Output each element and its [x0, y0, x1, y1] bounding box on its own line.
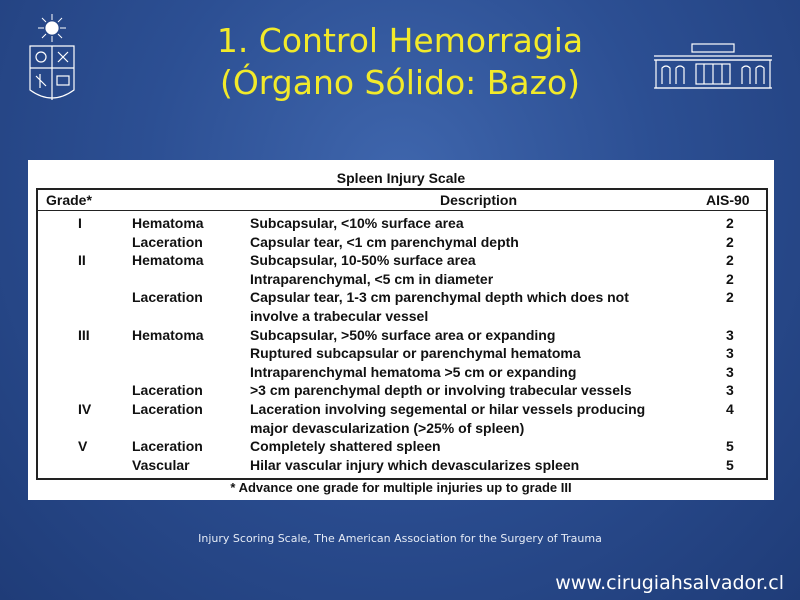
- table-frame: [36, 188, 768, 480]
- cell-grade: I: [78, 215, 82, 231]
- cell-grade: II: [78, 252, 86, 269]
- header-description: Description: [440, 192, 518, 208]
- spleen-injury-table: [28, 160, 774, 500]
- cell-desc: Subcapsular, <10% surface area: [250, 215, 464, 231]
- cell-type: Laceration: [132, 438, 203, 455]
- cell-ais: 2: [726, 270, 734, 287]
- cell-desc: Capsular tear, 1-3 cm parenchymal depth which does not: [250, 289, 629, 306]
- cell-type: Hematoma: [132, 252, 204, 269]
- source-citation: Injury Scoring Scale, The American Association for the Surgery of Trauma: [198, 532, 602, 545]
- cell-desc: Intraparenchymal hematoma >5 cm or expanding: [250, 363, 577, 380]
- cell-grade: IV: [78, 401, 92, 417]
- cell-type: Hematoma: [132, 326, 204, 343]
- cell-type: Laceration: [132, 382, 203, 399]
- cell-type: Laceration: [132, 233, 203, 250]
- cell-desc: Capsular tear, <1 cm parenchymal depth: [250, 233, 519, 250]
- cell-desc: >3 cm parenchymal depth or involving trabecular vessels: [250, 382, 632, 399]
- cell-type: Vascular: [132, 456, 190, 473]
- cell-ais: 3: [726, 382, 734, 399]
- cell-type: Laceration: [132, 401, 203, 417]
- cell-ais: 2: [726, 215, 734, 231]
- cell-ais: 3: [726, 326, 734, 343]
- cell-desc: Subcapsular, >50% surface area or expanding: [250, 326, 556, 343]
- cell-desc: Ruptured subcapsular or parenchymal hematoma: [250, 345, 581, 362]
- cell-ais: 2: [726, 252, 734, 269]
- cell-ais: 3: [726, 345, 734, 362]
- cell-desc: Completely shattered spleen: [250, 438, 441, 455]
- table-title: Spleen Injury Scale: [336, 170, 466, 186]
- cell-desc: Laceration involving segemental or hilar vessels producing: [250, 401, 646, 417]
- cell-ais: 2: [726, 289, 734, 306]
- title-line-2: (Órgano Sólido: Bazo): [219, 63, 581, 102]
- cell-ais: 4: [726, 401, 734, 417]
- cell-desc: Intraparenchymal, <5 cm in diameter: [250, 270, 494, 287]
- cell-ais: 3: [726, 363, 734, 380]
- cell-grade: III: [78, 326, 90, 343]
- cell-type: Hematoma: [132, 215, 204, 231]
- cell-desc: involve a trabecular vessel: [250, 308, 429, 324]
- cell-desc: Hilar vascular injury which devascularizes spleen: [250, 456, 580, 473]
- cell-ais: 5: [726, 438, 734, 455]
- cell-ais: 5: [726, 456, 734, 473]
- cell-type: Laceration: [132, 289, 203, 306]
- cell-desc: Subcapsular, 10-50% surface area: [250, 252, 476, 269]
- cell-grade: V: [78, 438, 88, 455]
- table-footnote: * Advance one grade for multiple injuries up to grade III: [230, 480, 572, 495]
- header-divider: [38, 210, 766, 211]
- slide-title: [0, 20, 800, 104]
- header-grade: Grade*: [46, 192, 92, 208]
- website-url: www.cirugiahsalvador.cl: [555, 572, 784, 594]
- header-ais: AIS-90: [706, 192, 750, 208]
- cell-ais: 2: [726, 233, 734, 250]
- cell-desc: major devascularization (>25% of spleen): [250, 419, 525, 436]
- title-line-1: 1. Control Hemorragia: [216, 21, 584, 60]
